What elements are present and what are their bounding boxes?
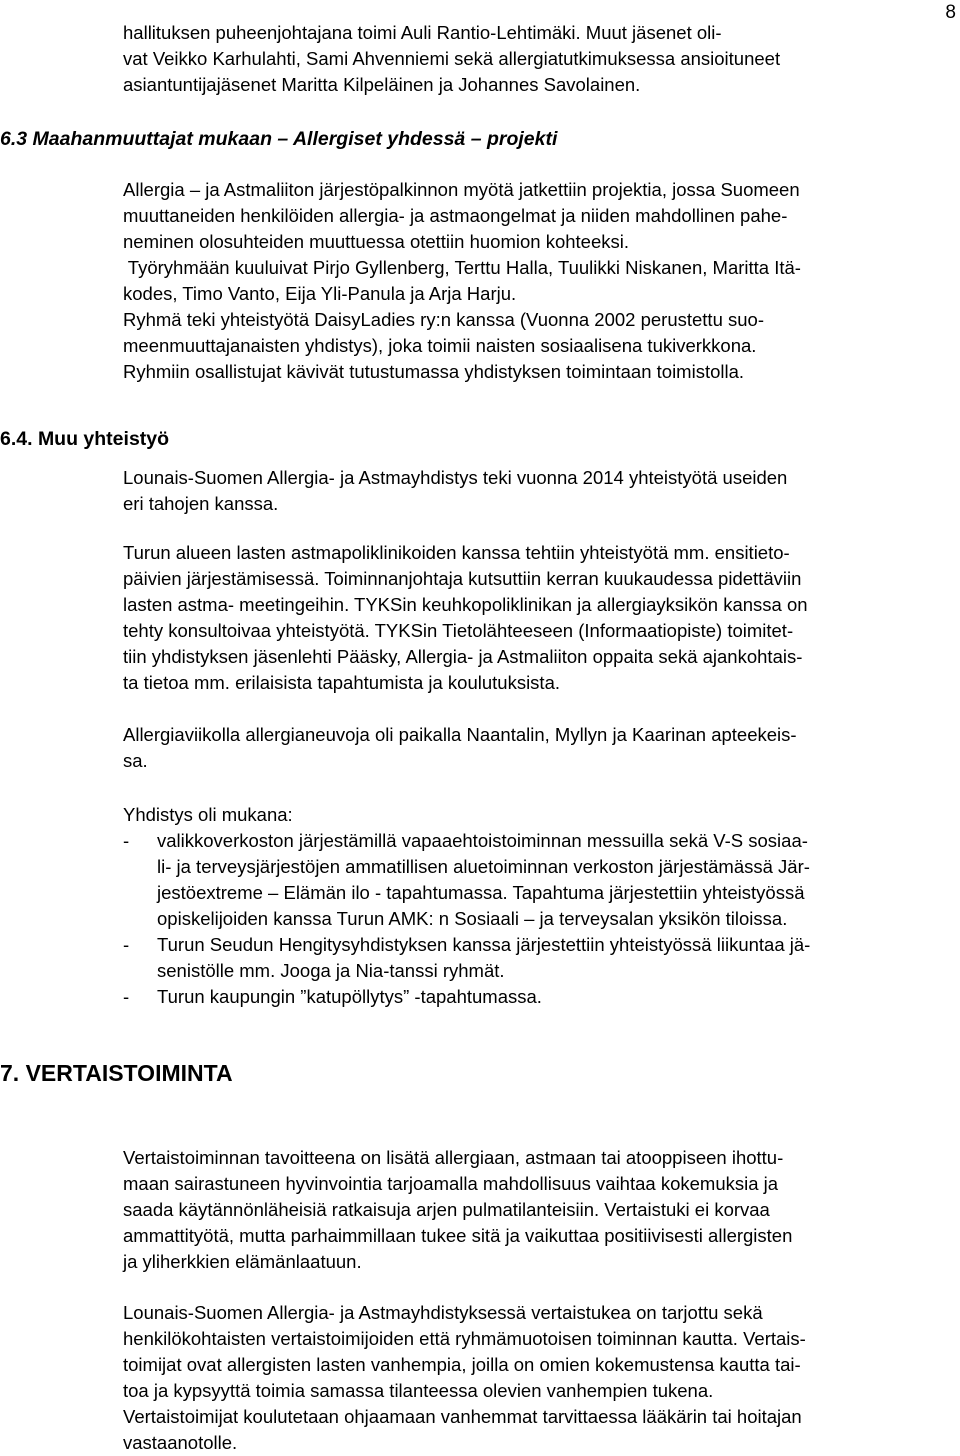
text-line: Vertaistoimijat koulutetaan ohjaamaan vanhemmat tarvittaessa lääkärin tai hoitajan (123, 1406, 802, 1427)
text-line: Lounais-Suomen Allergia- ja Astmayhdistys teki vuonna 2014 yhteistyötä useiden (123, 467, 788, 488)
list-item (123, 932, 958, 984)
text-line: opiskelijoiden kanssa Turun AMK: n Sosiaali – ja terveysalan yksikön tiloissa. (157, 908, 788, 929)
text-line: ammattityötä, mutta parhaimmillaan tukee sitä ja vaikuttaa positiivisesti allergisten (123, 1225, 793, 1246)
section-6-4-heading: 6.4. Muu yhteistyö (0, 428, 170, 450)
text-line: maan sairastuneen hyvinvointia tarjoamalla mahdollisuus vaihtaa kokemuksia ja (123, 1173, 779, 1194)
intro-paragraph (123, 20, 958, 98)
text-line: toimijat ovat allergisten lasten vanhempia, joilla on omien kokemustensa kautta tai- (123, 1354, 801, 1375)
text-line: meenmuuttajanaisten yhdistys), joka toimii naisten sosiaalisena tukiverkkona. (123, 335, 757, 356)
text-line: valikkoverkoston järjestämillä vapaaehtoistoiminnan messuilla sekä V-S sosiaa- (157, 830, 808, 851)
list-dash: - (123, 986, 130, 1007)
section-6-3-heading: 6.3 Maahanmuuttajat mukaan – Allergiset yhdessä – projekti (0, 128, 558, 150)
text-line: saada käytännönläheisiä ratkaisuja arjen pulmatilanteisiin. Vertaistuki ei korvaa (123, 1199, 770, 1220)
text-line: vastaanotolle. (123, 1432, 238, 1453)
collaboration-list (123, 828, 958, 1010)
text-line: ja yliherkkien elämänlaatuun. (123, 1251, 362, 1272)
text-line: päivien järjestämisessä. Toiminnanjohtaja kutsuttiin kerran kuukaudessa pidettäviin (123, 568, 802, 589)
list-dash: - (123, 934, 130, 955)
text-line: vat Veikko Karhulahti, Sami Ahvenniemi sekä allergiatutkimuksessa ansioituneet (123, 48, 781, 69)
text-line: li- ja terveysjärjestöjen ammatillisen aluetoiminnan verkoston järjestämässä Jär- (157, 856, 810, 877)
text-line: jestöextreme – Elämän ilo - tapahtumassa. Tapahtuma järjestettiin yhteistyössä (157, 882, 805, 903)
section-7-paragraph-2 (123, 1300, 958, 1456)
list-item (123, 828, 958, 932)
text-line: sa. (123, 750, 148, 771)
text-line: Ryhmiin osallistujat kävivät tutustumassa yhdistyksen toimintaan toimistolla. (123, 361, 745, 382)
section-7-paragraph-1 (123, 1145, 958, 1275)
text-line: tiin yhdistyksen jäsenlehti Pääsky, Allergia- ja Astmaliiton oppaita sekä ajankohtais- (123, 646, 803, 667)
text-line: ta tietoa mm. erilaisista tapahtumista ja koulutuksista. (123, 672, 560, 693)
text-line: Allergiaviikolla allergianeuvoja oli paikalla Naantalin, Myllyn ja Kaarinan apteekeis- (123, 724, 797, 745)
text-line: neminen olosuhteiden muuttuessa otettiin huomion kohteeksi. (123, 231, 629, 252)
section-6-3-paragraph-2 (123, 255, 958, 307)
section-6-3-paragraph-1 (123, 177, 958, 255)
text-line: toa ja kypsyyttä toimia samassa tilanteessa olevien vanhempien tukena. (123, 1380, 714, 1401)
text-line: Vertaistoiminnan tavoitteena on lisätä allergiaan, astmaan tai atooppiseen ihottu- (123, 1147, 784, 1168)
section-6-3-paragraph-3 (123, 307, 958, 385)
text-line: senistölle mm. Jooga ja Nia-tanssi ryhmät. (157, 960, 505, 981)
list-dash: - (123, 830, 130, 851)
text-line: Allergia – ja Astmaliiton järjestöpalkinnon myötä jatkettiin projektia, jossa Suomeen (123, 179, 800, 200)
text-line: Ryhmä teki yhteistyötä DaisyLadies ry:n kanssa (Vuonna 2002 perustettu suo- (123, 309, 764, 330)
text-line: muuttaneiden henkilöiden allergia- ja astmaongelmat ja niiden mahdollinen pahe- (123, 205, 788, 226)
text-line: eri tahojen kanssa. (123, 493, 279, 514)
section-6-4-paragraph-2 (123, 540, 958, 696)
text-line: hallituksen puheenjohtajana toimi Auli Rantio-Lehtimäki. Muut jäsenet oli- (123, 22, 722, 43)
list-intro (123, 802, 958, 828)
text-line: Yhdistys oli mukana: (123, 804, 293, 825)
text-line: Turun kaupungin ”katupöllytys” -tapahtumassa. (157, 986, 542, 1007)
text-line: Työryhmään kuuluivat Pirjo Gyllenberg, Terttu Halla, Tuulikki Niskanen, Maritta Itä- (123, 257, 801, 278)
list-item (123, 984, 958, 1010)
text-line: Lounais-Suomen Allergia- ja Astmayhdistyksessä vertaistukea on tarjottu sekä (123, 1302, 763, 1323)
page-number: 8 (945, 2, 956, 23)
text-line: Turun Seudun Hengitysyhdistyksen kanssa järjestettiin yhteistyössä liikuntaa jä- (157, 934, 811, 955)
text-line: lasten astma- meetingeihin. TYKSin keuhkopoliklinikan ja allergiayksikön kanssa on (123, 594, 808, 615)
text-line: kodes, Timo Vanto, Eija Yli-Panula ja Arja Harju. (123, 283, 517, 304)
section-7-heading: 7. VERTAISTOIMINTA (0, 1060, 233, 1086)
text-line: Turun alueen lasten astmapoliklinikoiden kanssa tehtiin yhteistyötä mm. ensitieto- (123, 542, 790, 563)
section-6-4-paragraph-3 (123, 722, 958, 774)
text-line: tehty konsultoivaa yhteistyötä. TYKSin Tietolähteeseen (Informaatiopiste) toimitet- (123, 620, 794, 641)
text-line: asiantuntijajäsenet Maritta Kilpeläinen ja Johannes Savolainen. (123, 74, 641, 95)
section-6-4-paragraph-1 (123, 465, 958, 517)
text-line: henkilökohtaisten vertaistoimijoiden että ryhmämuotoisen toiminnan kautta. Vertais- (123, 1328, 806, 1349)
